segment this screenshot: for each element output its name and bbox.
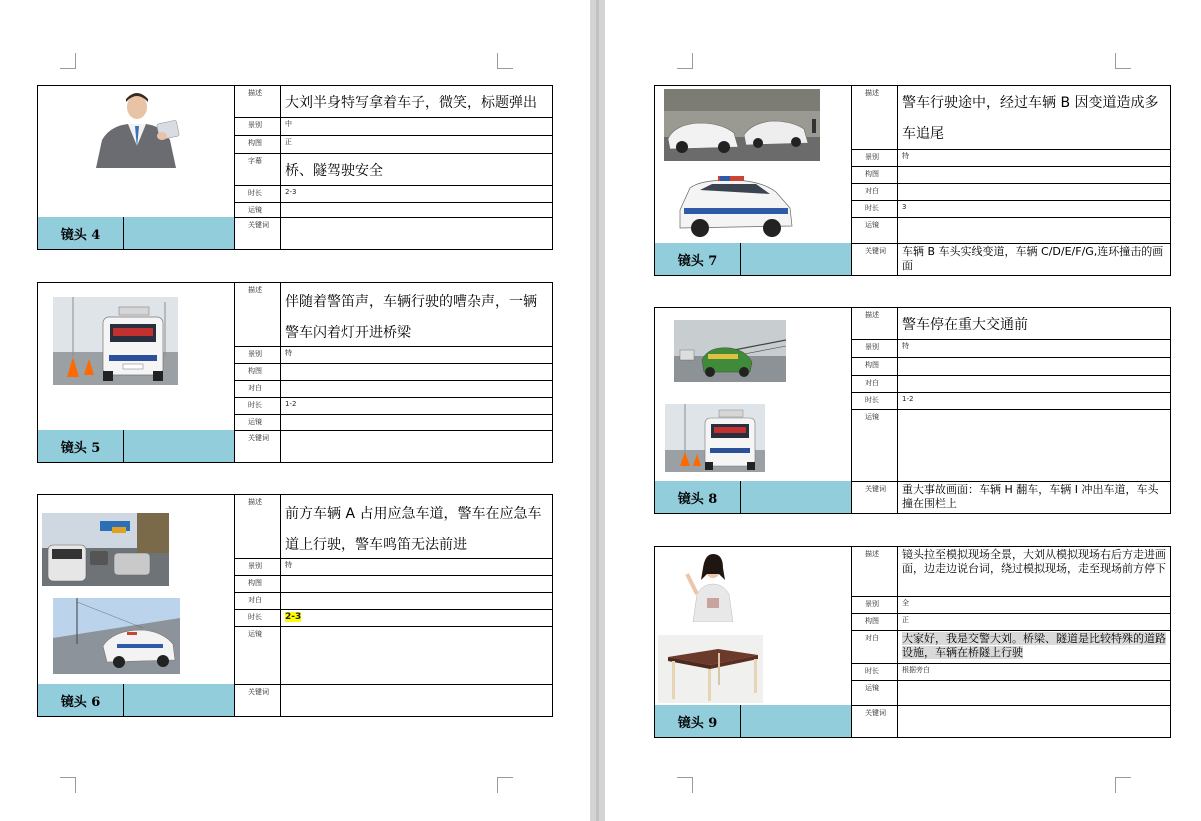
field-row-description: 描述 警车停在重大交通前 <box>852 308 1170 340</box>
field-row-dialogue: 对白 <box>235 381 552 398</box>
crop-mark <box>60 777 76 793</box>
field-row-composition: 构图 <box>852 167 1170 184</box>
shot-label-bar <box>655 705 852 737</box>
image-cell <box>655 86 852 244</box>
field-row-camera-move: 运镜 <box>235 627 552 685</box>
image-cell <box>38 86 235 218</box>
shot-number: 镜头 7 <box>655 243 741 275</box>
presenter-woman-photo <box>683 550 743 622</box>
field-row-description: 描述 大刘半身特写拿着车子，微笑，标题弹出 <box>235 86 552 118</box>
crop-mark <box>60 53 76 69</box>
field-row-dialogue: 对白 <box>235 593 552 610</box>
image-cell <box>38 283 235 431</box>
field-row-description: 描述 警车行驶途中，经过车辆 B 因变道造成多车追尾 <box>852 86 1170 150</box>
police-car-bridge-photo <box>53 598 180 674</box>
field-row-dialogue: 对白 <box>852 184 1170 201</box>
shot-fields <box>235 495 552 716</box>
crop-mark <box>497 777 513 793</box>
field-row-keywords: 关键词 <box>235 218 552 249</box>
field-row-duration: 时长 3 <box>852 201 1170 218</box>
field-row-keywords: 关键词 <box>852 706 1170 737</box>
rear-end-collision-photo <box>664 89 820 161</box>
field-row-duration: 时长 根据旁白 <box>852 664 1170 681</box>
field-row-duration: 时长 2-3 <box>235 610 552 627</box>
field-row-camera-move: 运镜 <box>235 415 552 431</box>
field-row-shot-size: 景别 全 <box>852 597 1170 614</box>
shot-fields <box>235 283 552 462</box>
field-row-shot-size: 景别 特 <box>235 347 552 364</box>
field-row-keywords: 关键词 车辆 B 车头实线变道，车辆 C/D/E/F/G,连环撞击的画面 <box>852 244 1170 275</box>
crop-mark <box>1115 777 1131 793</box>
shot-fields <box>852 547 1170 737</box>
shot-number: 镜头 6 <box>38 684 124 716</box>
shot-number: 镜头 5 <box>38 430 124 462</box>
police-van-photo <box>665 404 765 472</box>
field-row-shot-size: 景别 特 <box>852 150 1170 167</box>
crop-mark <box>497 53 513 69</box>
overturned-car-photo <box>674 320 786 382</box>
field-row-keywords: 关键词 <box>235 431 552 462</box>
field-row-description: 描述 镜头拉至模拟现场全景，大刘从模拟现场右后方走进画面，边走边说台词，绕过模拟现场，走至现场前方停下 <box>852 547 1170 597</box>
shot-label-bar <box>38 430 235 462</box>
duration-highlight[interactable]: 2-3 <box>285 612 302 622</box>
police-suv-photo <box>660 166 807 242</box>
document-page-right <box>605 0 1201 821</box>
image-cell <box>38 495 235 685</box>
storyboard-table <box>37 494 553 717</box>
shot-label-bar <box>655 481 852 513</box>
shot-number: 镜头 9 <box>655 705 741 737</box>
dialogue-highlight[interactable]: 大家好，我是交警大刘。桥梁、隧道是比较特殊的道路设施，车辆在桥隧上行驶 <box>902 632 1166 659</box>
field-row-composition: 构图 <box>235 576 552 593</box>
shot-fields <box>852 308 1170 513</box>
police-van-photo <box>53 297 178 385</box>
presenter-photo <box>90 90 185 168</box>
storyboard-table <box>37 282 553 463</box>
field-row-dialogue: 对白 大家好，我是交警大刘。桥梁、隧道是比较特殊的道路设施，车辆在桥隧上行驶 <box>852 631 1170 664</box>
storyboard-table <box>654 546 1171 738</box>
field-row-description: 描述 伴随着警笛声，车辆行驶的嘈杂声，一辆警车闪着灯开进桥梁 <box>235 283 552 347</box>
storyboard-table <box>654 85 1171 276</box>
field-row-camera-move: 运镜 <box>852 681 1170 706</box>
field-row-composition: 构图 正 <box>235 136 552 154</box>
field-row-composition: 构图 正 <box>852 614 1170 631</box>
shot-label-bar <box>38 684 235 716</box>
field-row-description: 描述 前方车辆 A 占用应急车道，警车在应急车道上行驶，警车鸣笛无法前进 <box>235 495 552 559</box>
crop-mark <box>677 777 693 793</box>
crop-mark <box>1115 53 1131 69</box>
field-row-camera-move: 运镜 <box>852 410 1170 482</box>
field-row-keywords: 关键词 重大事故画面：车辆 H 翻车，车辆 I 冲出车道，车头撞在围栏上 <box>852 482 1170 513</box>
field-row-camera-move: 运镜 <box>235 203 552 218</box>
storyboard-table <box>654 307 1171 514</box>
field-row-duration: 时长 1-2 <box>852 393 1170 410</box>
shot-fields <box>235 86 552 249</box>
field-row-dialogue: 对白 <box>852 376 1170 393</box>
shot-label-bar <box>655 243 852 275</box>
field-row-camera-move: 运镜 <box>852 218 1170 244</box>
document-page-left <box>0 0 590 821</box>
field-row-duration: 时长 1-2 <box>235 398 552 415</box>
image-cell <box>655 308 852 482</box>
field-row-shot-size: 景别 特 <box>852 340 1170 358</box>
scrollbar-divider[interactable] <box>596 0 599 821</box>
shot-fields <box>852 86 1170 275</box>
table-photo <box>658 635 763 703</box>
field-row-composition: 构图 <box>235 364 552 381</box>
field-row-shot-size: 景别 中 <box>235 118 552 136</box>
shot-number: 镜头 8 <box>655 481 741 513</box>
field-row-duration: 时长 2-3 <box>235 186 552 203</box>
image-cell <box>655 547 852 706</box>
field-row-composition: 构图 <box>852 358 1170 376</box>
storyboard-table <box>37 85 553 250</box>
field-row-shot-size: 景别 特 <box>235 559 552 576</box>
shot-number: 镜头 4 <box>38 217 124 249</box>
emergency-lane-photo <box>42 513 169 586</box>
shot-label-bar <box>38 217 235 249</box>
field-row-keywords: 关键词 <box>235 685 552 716</box>
crop-mark <box>677 53 693 69</box>
field-row-subtitle: 字幕 桥、隧驾驶安全 <box>235 154 552 186</box>
